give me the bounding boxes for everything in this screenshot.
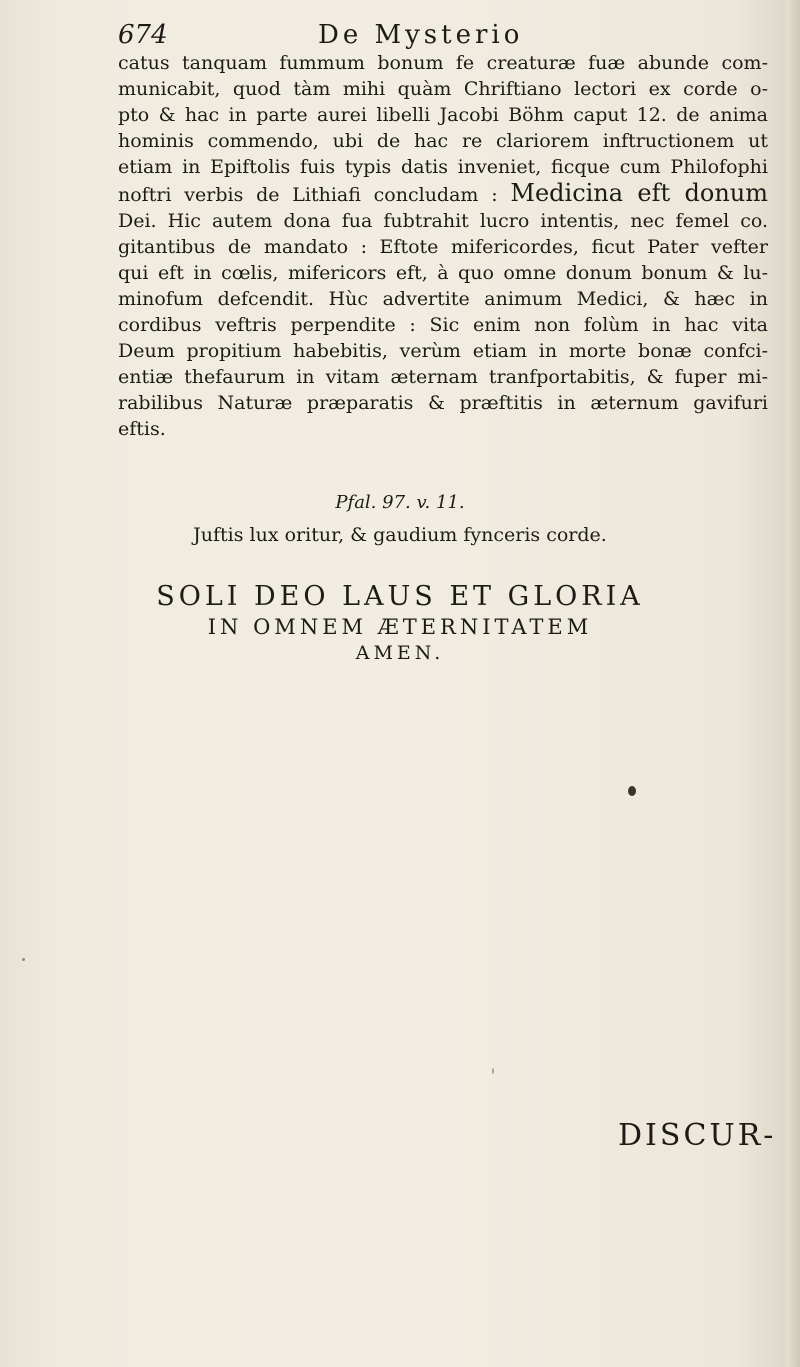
text-line: catus tanquam fummum bonum fe creaturæ fuæ abunde com- [118,52,768,74]
body-text [118,50,768,442]
text-line: etiam in Epiftolis fuis typis datis inveniet, ficque cum Philofophi [118,156,768,178]
text-line: entiæ thefaurum in vitam æternam tranfportabitis, & fuper mi- [118,366,768,388]
text-line: cordibus veftris perpendite : Sic enim non folùm in hac vita [118,314,768,336]
text-line: qui eft in cœlis, mifericors eft, à quo omne donum bonum & lu- [118,262,768,284]
psalm-citation: Pfal. 97. v. 11. [335,492,465,513]
ink-speck [22,958,25,961]
doxology [0,580,800,666]
text-line: municabit, quod tàm mihi quàm Chriftiano lectori ex corde o- [118,78,768,100]
ink-speck [492,1068,494,1074]
text-line: Deum propitium habebitis, verùm etiam in morte bonæ confci- [118,340,768,362]
catchword: DISCUR- [618,1118,777,1153]
page-header [118,18,678,54]
doxology-line-1: SOLI DEO LAUS ET GLORIA [156,581,644,612]
text-line: rabilibus Naturæ præparatis & præftitis in æternum gavifuri [118,392,768,414]
text-line: pto & hac in parte aurei libelli Jacobi Böhm caput 12. de anima [118,104,768,126]
text-line: Dei. Hic autem dona fua fubtrahit lucro intentis, nec femel co. [118,210,768,232]
page-edge [786,0,800,1367]
running-title: De Mysterio [318,20,524,50]
text-line-with-emphasis [118,180,768,208]
emphasis-text: Medicina eft donum [510,180,768,207]
text-line: noftri verbis de Lithiafi concludam : [118,184,498,206]
page-number: 674 [118,20,168,50]
psalm-verse: Juftis lux oritur, & gaudium fynceris corde. [193,524,607,546]
text-line: minofum defcendit. Hùc advertite animum Medici, & hæc in [118,288,768,310]
doxology-line-3: AMEN. [355,642,445,664]
text-line: hominis commendo, ubi de hac re clariorem inftructionem ut [118,130,768,152]
ink-speck [628,786,636,796]
doxology-line-2: IN OMNEM ÆTERNITATEM [207,615,593,639]
text-line: eftis. [118,418,166,440]
text-line: gitantibus de mandato : Eftote mifericordes, ficut Pater vefter [118,236,768,258]
